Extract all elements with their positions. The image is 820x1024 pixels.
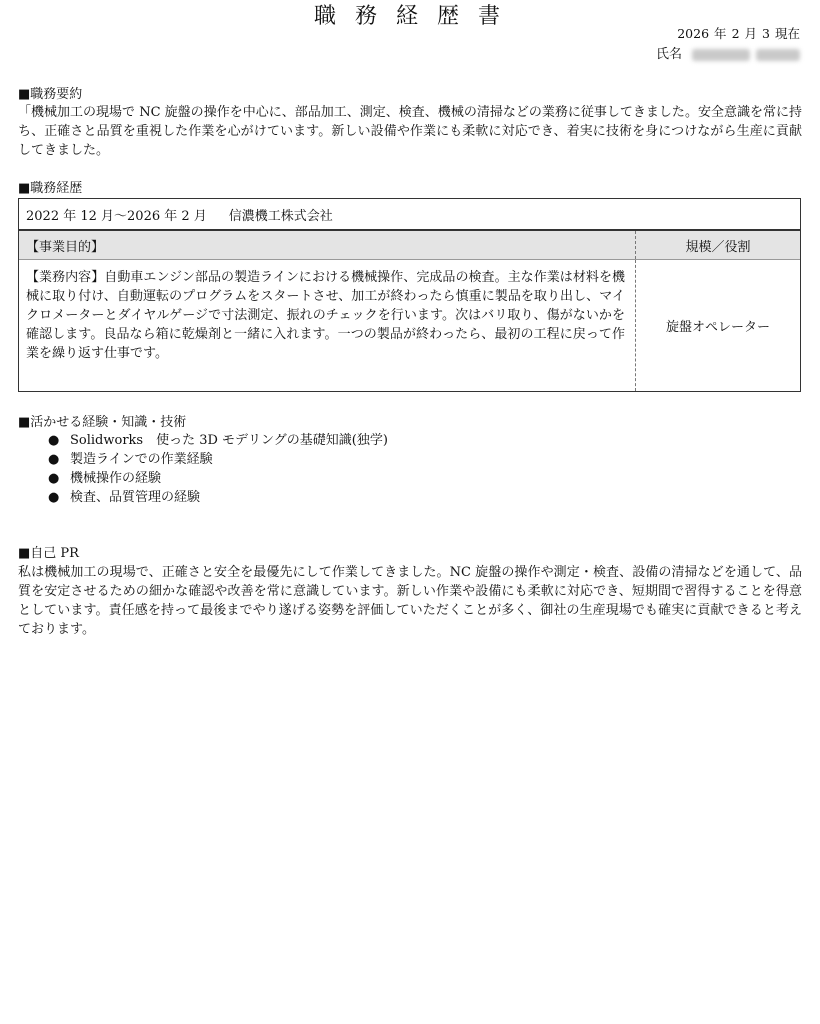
scale-role-header: 規模／役割 — [685, 239, 751, 255]
skills-list — [18, 431, 388, 507]
summary-text: 「機械加工の現場で NC 旋盤の操作を中心に、部品加工、測定、検査、機械の清掃などの業務に従事してきました。安全意識を常に持ち、正確さと品質を重視した作業を心がけています。新しい設備や作業にも柔軟に対応でき、着実に技術を身につけながら生産に貢献してきました。 — [18, 105, 802, 158]
date-year: 2026 — [677, 26, 710, 41]
redacted-name — [692, 49, 800, 61]
company-name: 信濃機工株式会社 — [228, 208, 333, 224]
bullet-icon: ● — [48, 490, 60, 505]
name-row — [656, 46, 800, 64]
history-heading: ■職務経歴 — [18, 181, 83, 196]
list-item: ● Solidworks 使った 3D モデリングの基礎知識(独学) — [18, 431, 388, 450]
document-title: 職 務 経 歴 書 — [314, 4, 506, 29]
job-duties: 【業務内容】自動車エンジン部品の製造ラインにおける機械操作、完成品の検査。主な作業は材料を機械に取り付け、自動運転のプログラムをスタートさせ、加工が終わったら慎重に製品を取り出し、マイクロメーターとダイヤルゲージで寸法測定、振れのチェックを行います。次はバリ取り、傷がないかを確認します。良品なら箱に乾燥剤と一緒に入れます。一つの製品が終わったら、最初の工程に戻って作業を繰り返す仕事です。 — [19, 260, 636, 391]
list-item: ● 検査、品質管理の経験 — [18, 488, 388, 507]
date-suffix: 現在 — [774, 26, 800, 41]
job-body-row — [19, 260, 800, 391]
skills-heading: ■活かせる経験・知識・技術 — [18, 415, 187, 430]
job-header-row — [19, 231, 800, 260]
date-day: 3 — [762, 26, 770, 41]
bullet-icon: ● — [48, 471, 60, 486]
bullet-icon: ● — [48, 452, 60, 467]
document-date — [672, 26, 800, 42]
job-role: 旋盤オペレーター — [665, 320, 770, 335]
job-period: 2022 年 12 月～2026 年 2 月 — [26, 208, 207, 224]
job-history-table — [18, 198, 801, 392]
list-item: ● 製造ラインでの作業経験 — [18, 450, 388, 469]
job-period-row — [19, 199, 800, 231]
date-year-unit: 年 — [714, 26, 727, 41]
pr-text: 私は機械加工の現場で、正確さと安全を最優先にして作業してきました。NC 旋盤の操作や測定・検査、設備の清掃などを通して、品質を安定させるための細かな確認や改善を常に意識しています。新しい作業や設備にも柔軟に対応でき、短期間で習得することを得意としています。責任感を持って最後までやり遂げる姿勢を評価していただくことが多く、御社の生産現場でも確実に貢献できると考えております。 — [18, 565, 802, 637]
name-label: 氏名 — [655, 47, 682, 62]
summary-heading: ■職務要約 — [18, 87, 83, 102]
purpose-header: 【事業目的】 — [19, 231, 636, 259]
date-month: 2 — [731, 26, 740, 41]
pr-heading: ■自己 PR — [18, 546, 79, 561]
bullet-icon: ● — [48, 433, 60, 448]
date-month-unit: 月 — [744, 26, 758, 41]
list-item: ● 機械操作の経験 — [18, 469, 388, 488]
